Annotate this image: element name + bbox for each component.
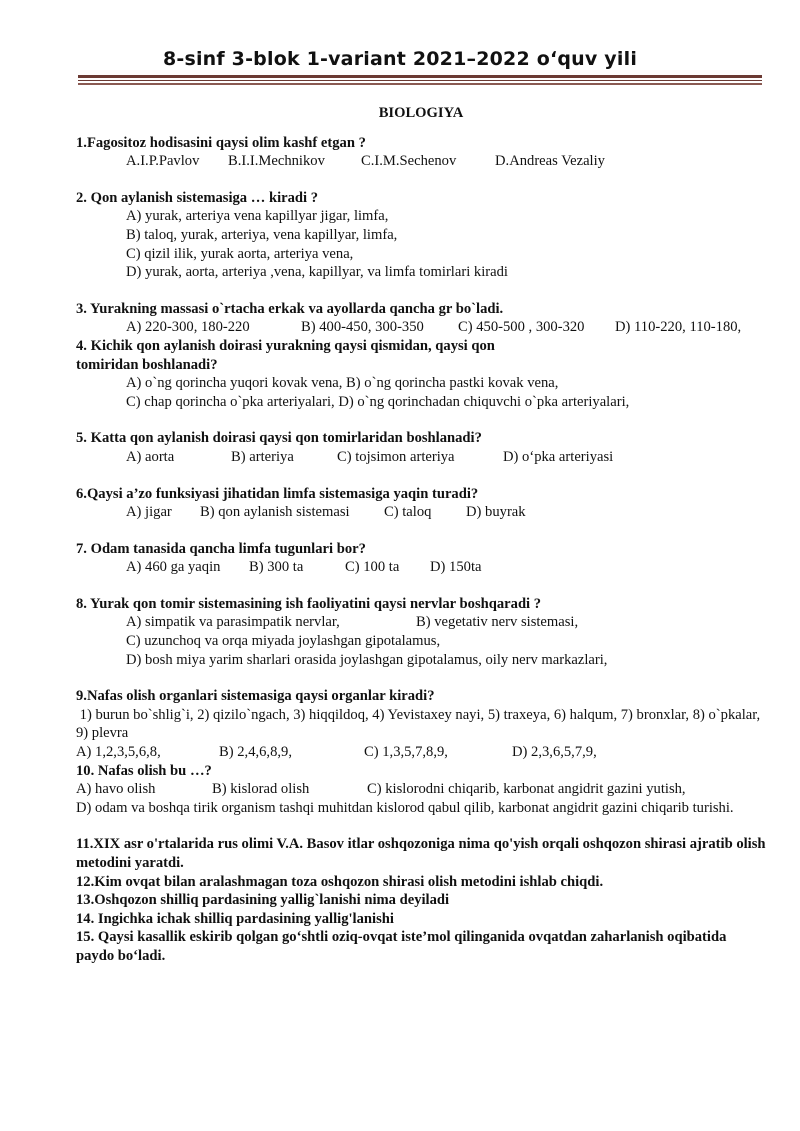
question-9-organ-list: 1) burun bo`shlig`i, 2) qizilo`ngach, 3) hiqqildoq, 4) Yevistaxey nayi, 5) traxeya, 6) halqum, 7) bronxlar, 8) o`pkalar, 9) plevra [76, 706, 764, 742]
option: A) o`ng qorincha yuqori kovak vena, B) o`ng qorincha pastki kovak vena, [126, 375, 559, 392]
option: A) jigar [126, 504, 172, 521]
option: A) simpatik va parasimpatik nervlar, [126, 614, 340, 631]
question-5: 5. Katta qon aylanish doirasi qaysi qon tomirlaridan boshlanadi? [76, 430, 482, 447]
option: B) 2,4,6,8,9, [219, 744, 292, 761]
option: D) yurak, aorta, arteriya ,vena, kapillyar, va limfa tomirlari kiradi [126, 264, 508, 281]
question-9-options [76, 743, 766, 762]
question-9: 9.Nafas olish organlari sistemasiga qaysi organlar kiradi? [76, 688, 435, 705]
option: C) chap qorincha o`pka arteriyalari, D) o`ng qorinchadan chiquvchi o`pka arteriyalari, [126, 393, 630, 410]
option: B) vegetativ nerv sistemasi, [416, 614, 579, 631]
header-rule-bottom [78, 83, 762, 85]
question-7: 7. Odam tanasida qancha limfa tugunlari bor? [76, 540, 366, 557]
option: A) aorta [126, 448, 175, 465]
option: A) 220-300, 180-220 [126, 319, 250, 336]
question-13: 13.Oshqozon shilliq pardasining yallig`lanishi nima deyiladi [76, 892, 450, 909]
option: B) 400-450, 300-350 [301, 319, 424, 336]
option: D) bosh miya yarim sharlari orasida joylashgan gipotalamus, oily nerv markazlari, [126, 651, 608, 668]
question-1: 1.Fagositoz hodisasini qaysi olim kashf etgan ? [76, 134, 366, 151]
option: B) arteriya [231, 448, 294, 465]
option: C) kislorodni chiqarib, karbonat angidrit gazini yutish, [367, 781, 686, 798]
question-8: 8. Yurak qon tomir sistemasining ish faoliyatini qaysi nervlar boshqaradi ? [76, 595, 542, 612]
option: A.I.P.Pavlov [126, 153, 200, 170]
question-11: 11.XIX asr o'rtalarida rus olimi V.A. Basov itlar oshqozoniga nima qo'yish orqali oshqozon shirasi ajratib olish metodini yaratdi. [76, 836, 766, 871]
option: B) taloq, yurak, arteriya, vena kapillyar, limfa, [126, 226, 398, 243]
question-7-options [76, 558, 766, 577]
worksheet-content [76, 104, 766, 966]
question-14: 14. Ingichka ichak shilliq pardasining yallig'lanishi [76, 910, 394, 927]
option: C.I.M.Sechenov [361, 153, 457, 170]
question-10: 10. Nafas olish bu …? [76, 762, 212, 779]
question-1-options [76, 152, 766, 171]
option: D.Andreas Vezaliy [495, 153, 605, 170]
option: D) 110-220, 110-180, [615, 319, 742, 336]
option: B) 300 ta [249, 559, 304, 576]
option: D) o‘pka arteriyasi [503, 448, 614, 465]
option: D) odam va boshqa tirik organism tashqi muhitdan kislorod qabul qilib, karbonat angidrit gazini chiqarib turishi. [76, 799, 734, 816]
question-4: 4. Kichik qon aylanish doirasi yurakning qaysi qismidan, qaysi qon [76, 337, 495, 354]
question-4-cont: tomiridan boshlanadi? [76, 356, 218, 373]
option: A) yurak, arteriya vena kapillyar jigar, limfa, [126, 208, 389, 225]
option: C) tojsimon arteriya [337, 448, 455, 465]
question-6-options [76, 503, 766, 522]
option: C) taloq [384, 504, 432, 521]
option: A) 460 ga yaqin [126, 559, 221, 576]
option: C) uzunchoq va orqa miyada joylashgan gipotalamus, [126, 633, 441, 650]
option: C) 1,3,5,7,8,9, [364, 744, 448, 761]
option: B) qon aylanish sistemasi [200, 504, 350, 521]
question-3-options [76, 318, 766, 337]
question-2: 2. Qon aylanish sistemasiga … kiradi ? [76, 189, 319, 206]
question-15: 15. Qaysi kasallik eskirib qolgan go‘shtli oziq-ovqat iste’mol qilinganida ovqatdan zaharlanish oqibatida paydo bo‘ladi. [76, 929, 727, 964]
option: B.I.I.Mechnikov [228, 153, 325, 170]
option: C) qizil ilik, yurak aorta, arteriya vena, [126, 245, 354, 262]
option: D) 2,3,6,5,7,9, [512, 744, 597, 761]
question-12: 12.Kim ovqat bilan aralashmagan toza oshqozon shirasi olish metodini ishlab chiqdi. [76, 873, 604, 890]
option: B) kislorad olish [212, 781, 310, 798]
question-6: 6.Qaysi a’zo funksiyasi jihatidan limfa sistemasiga yaqin turadi? [76, 485, 479, 502]
option: A) havo olish [76, 781, 156, 798]
header-rule-thin [78, 80, 762, 81]
option: A) 1,2,3,5,6,8, [76, 744, 161, 761]
subject-heading: BIOLOGIYA [378, 105, 464, 121]
option: D) buyrak [466, 504, 526, 521]
question-10-options-abc [76, 780, 766, 799]
question-8-options-ab [76, 613, 766, 632]
option: D) 150ta [430, 559, 482, 576]
header-rule-thick [78, 75, 762, 78]
question-3: 3. Yurakning massasi o`rtacha erkak va ayollarda qancha gr bo`ladi. [76, 300, 504, 317]
option: C) 100 ta [345, 559, 400, 576]
page-title: 8-sinf 3-blok 1-variant 2021–2022 oʻquv yili [162, 48, 638, 70]
question-5-options [76, 448, 766, 467]
option: C) 450-500 , 300-320 [458, 319, 585, 336]
